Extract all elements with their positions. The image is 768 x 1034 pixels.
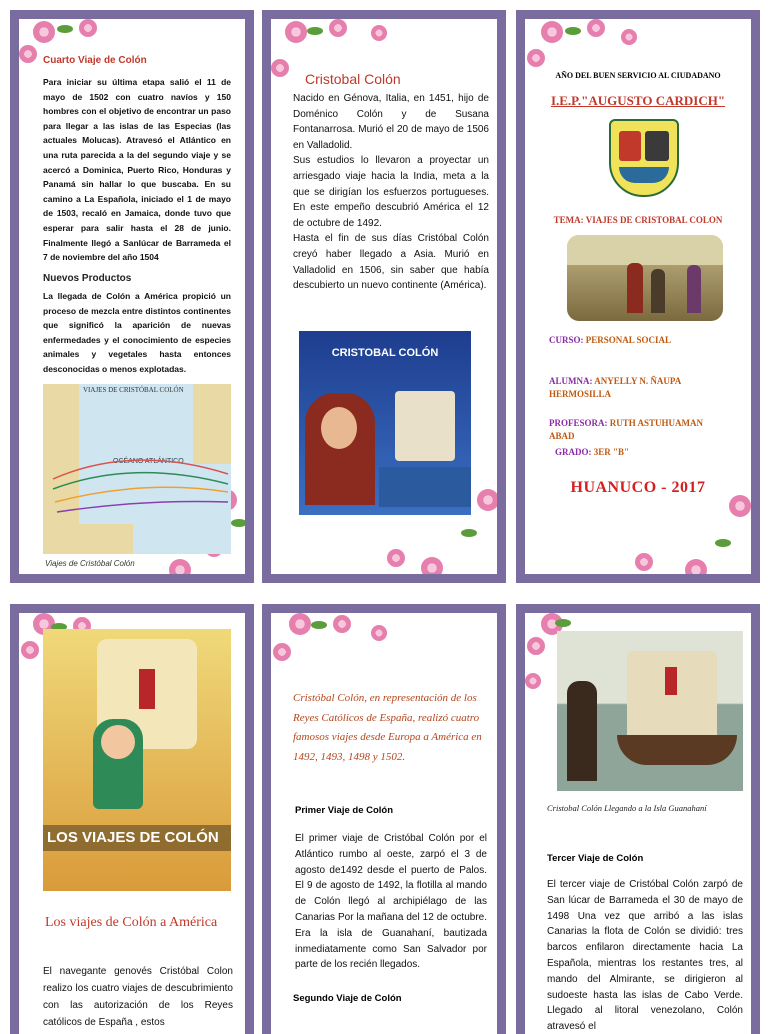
section-title: Los viajes de Colón a América	[45, 915, 218, 930]
school-name: I.E.P."AUGUSTO CARDICH"	[550, 93, 726, 108]
panel-tercer-viaje	[516, 604, 760, 1034]
panel-content	[271, 613, 497, 1034]
portrait-face	[321, 407, 357, 449]
panel-los-viajes	[10, 604, 254, 1034]
panel-cover	[516, 10, 760, 583]
leaf-decoration	[461, 529, 477, 537]
grado-label: GRADO:	[555, 447, 592, 457]
map-title: VIAJES DE CRISTÓBAL COLÓN	[83, 386, 184, 394]
flower-decoration	[421, 557, 443, 574]
flower-decoration	[271, 59, 289, 77]
image-caption: LOS VIAJES DE COLÓN	[47, 829, 219, 846]
flower-decoration	[525, 673, 541, 689]
section-title: Cuarto Viaje de Colón	[43, 55, 147, 66]
flower-decoration	[387, 549, 405, 567]
grado-row	[555, 447, 629, 457]
products-body: La llegada de Colón a América propició un proceso de mezcla entre distintos continentes que significó la aparición de nuevas enfermedades y el conocimiento de especies animales y vegetales hasta entonces desconocidas o menos explotadas.	[43, 291, 231, 374]
panel-content	[19, 613, 245, 1034]
sea	[379, 467, 471, 507]
flower-decoration	[329, 19, 347, 37]
cover-label: CRISTOBAL COLÓN	[331, 347, 439, 359]
flower-decoration	[273, 643, 291, 661]
second-voyage-title: Segundo Viaje de Colón	[293, 993, 402, 1004]
leaf-decoration	[555, 619, 571, 627]
leaf-decoration	[715, 539, 731, 547]
hull	[617, 735, 737, 765]
leaf-decoration	[307, 27, 323, 35]
leaf-decoration	[311, 621, 327, 629]
third-voyage-body: El tercer viaje de Cristóbal Colón zarpó de San lúcar de Barrameda el 30 de mayo de 1498 Una vez que arribó a las islas Canarias la flota de Colón se dividió: tres barcos enfilaron directamente hacia La Española, mientras los restantes tres, al mando del Almirante, se dirigieron al sudoeste hasta las islas de Cabo Verde. Llegado al litoral venezolano, Colón atravesó el	[547, 879, 743, 1033]
flower-decoration	[371, 25, 387, 41]
ship-drawing	[395, 391, 455, 461]
tema-line: TEMA: VIAJES DE CRISTOBAL COLON	[553, 215, 723, 225]
painting-figure	[651, 269, 665, 313]
section-title: Cristobal Colón	[305, 71, 401, 87]
alumna-row	[549, 375, 719, 401]
colon-figure	[567, 681, 597, 781]
flower-decoration	[587, 19, 605, 37]
grado-value: 3ER "B"	[593, 447, 629, 457]
leaf-decoration	[57, 25, 73, 33]
third-voyage-title: Tercer Viaje de Colón	[547, 853, 644, 864]
discovery-painting	[567, 235, 723, 321]
panel-primer-viaje	[262, 604, 506, 1034]
flower-decoration	[621, 29, 637, 45]
school-crest	[609, 119, 679, 197]
flower-decoration	[527, 49, 545, 67]
alumna-label: ALUMNA:	[549, 376, 593, 386]
first-voyage-title: Primer Viaje de Colón	[295, 805, 394, 816]
section-body: Para iniciar su última etapa salió el 11 de mayo de 1502 con cuatro navíos y 150 hombres con el objetivo de encontrar un paso para llegar a las islas de las Especias (las actuales Molucas). Atravesó el Atlántico en una ruta parecida a la del segundo viaje y se acercó a Dominica, Puerto Rico, Honduras y Panamá sin hallar lo que buscaba. En su camino a La Española, iniciado el 1 de mayo de 1503, recaló en Jamaica, donde tuvo que esperar para salir hasta el 28 de junio. Finalmente llegó a Sanlúcar de Barrameda el 7 de noviembre del año 1504	[43, 77, 231, 263]
panel-cuarto-viaje	[10, 10, 254, 583]
alumna-value: ANYELLY N. ÑAUPA HERMOSILLA	[549, 376, 681, 399]
section-body: Nacido en Génova, Italia, en 1451, hijo de Doménico Colón y de Susana Fontanarrosa. Murió el 20 de mayo de 1506 en Valladolid. Sus estudios lo llevaron a proyectar un arriesgado viaje hacia la India, meta a la que se dirigían los esfuerzos portugueses. En este empeño descubrió América el 12 de octubre de 1492. Hasta el fin de sus días Cristóbal Colón creyó haber llegado a Asia. Murió en Valladolid en 1506, sin saber que había descubierto un nuevo continente (América).	[293, 93, 489, 292]
flower-decoration	[729, 495, 751, 517]
flower-decoration	[169, 559, 191, 574]
flower-decoration	[285, 21, 307, 43]
flower-decoration	[477, 489, 497, 511]
map-caption: Viajes de Cristóbal Colón	[45, 559, 135, 568]
viajes-cover-image	[43, 629, 231, 891]
profesora-row	[549, 417, 719, 443]
colon-cover-image	[299, 331, 471, 515]
painting-figure	[687, 265, 701, 313]
panel-content	[525, 19, 751, 574]
ship-cross	[665, 667, 677, 695]
painting-figure	[627, 263, 643, 313]
flower-decoration	[333, 615, 351, 633]
panel-content	[19, 19, 245, 574]
flower-decoration	[21, 641, 39, 659]
guanahani-painting	[557, 631, 743, 791]
panel-content	[525, 613, 751, 1034]
leaf-decoration	[231, 519, 245, 527]
flower-decoration	[541, 21, 563, 43]
flower-decoration	[635, 553, 653, 571]
flower-decoration	[19, 45, 37, 63]
map-ocean-label: OCÉANO ATLÁNTICO	[113, 458, 184, 465]
leaf-decoration	[565, 27, 581, 35]
curso-value: PERSONAL SOCIAL	[585, 335, 672, 345]
flower-decoration	[371, 625, 387, 641]
flower-decoration	[79, 19, 97, 37]
sail-cross	[139, 669, 155, 709]
flower-decoration	[33, 21, 55, 43]
map-image	[43, 384, 231, 554]
character-face	[101, 725, 135, 759]
flower-decoration	[685, 559, 707, 574]
route-lines	[43, 384, 231, 554]
crest-base	[619, 167, 669, 183]
crest-emblem	[619, 131, 641, 161]
year-motto: AÑO DEL BUEN SERVICIO AL CIUDADANO	[555, 71, 721, 80]
section-body: El navegante genovés Cristóbal Colon realizo los cuatro viajes de descubrimiento con las autorización de los Reyes católicos de España , estos	[43, 966, 233, 1028]
city-year: HUANUCO - 2017	[570, 479, 706, 496]
intro-text: Cristóbal Colón, en representación de los Reyes Católicos de España, realizó cuatro famosos viajes desde Europa a América en 1492, 1493, 1498 y 1502.	[293, 692, 482, 763]
panel-content	[271, 19, 497, 574]
curso-label: CURSO:	[549, 335, 584, 345]
curso-row	[549, 335, 671, 345]
first-voyage-body: El primer viaje de Cristóbal Colón por el Atlántico rumbo al oeste, zarpó el 3 de agosto de1492 desde el puerto de Palos. El 9 de agosto de 1492, la flotilla al mando de Colón llegó al archipiélago de las Canarias Por la mañana del 12 de octubre. Era la isla de Guanahaní, bautizada inmediatamente como San Salvador por parte de los recién llegados.	[295, 833, 487, 971]
crest-portrait	[645, 131, 669, 161]
image-caption: Cristobal Colón Llegando a la Isla Guanahaní	[547, 803, 707, 813]
painting-sky	[567, 235, 723, 265]
products-title: Nuevos Productos	[43, 273, 132, 284]
flower-decoration	[527, 637, 545, 655]
profesora-label: PROFESORA:	[549, 418, 608, 428]
flower-decoration	[289, 613, 311, 635]
panel-cristobal-colon	[262, 10, 506, 583]
profesora-value: RUTH ASTUHUAMAN ABAD	[549, 418, 704, 441]
